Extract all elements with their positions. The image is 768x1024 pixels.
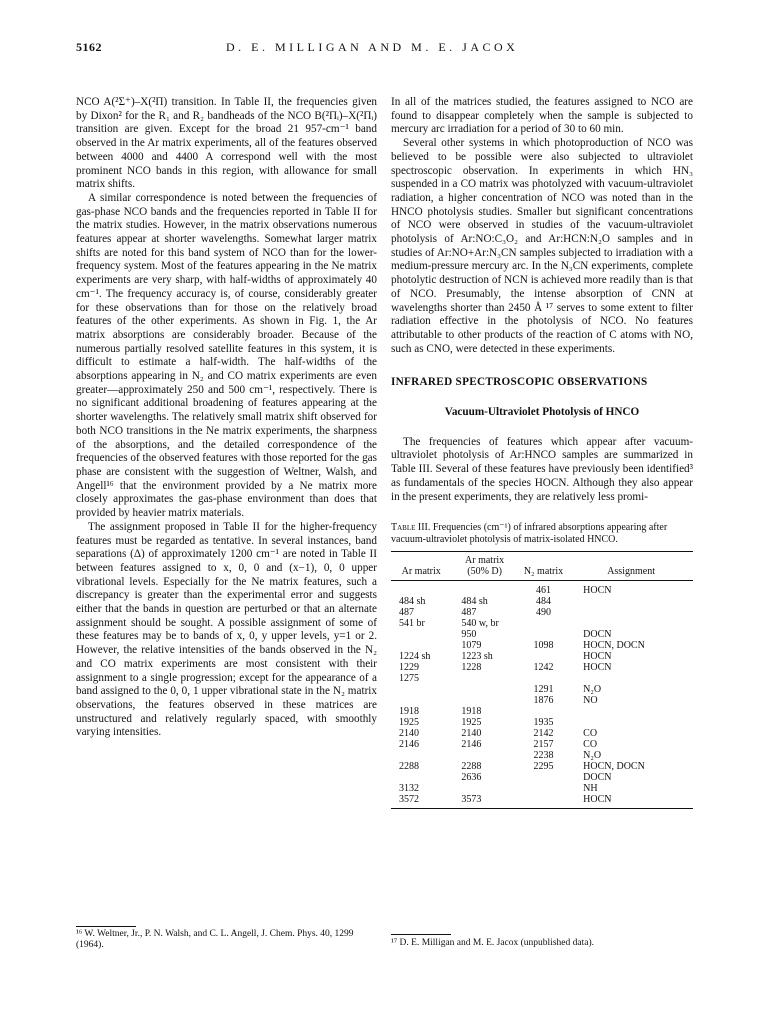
- table-cell: HOCN, DOCN: [583, 761, 645, 773]
- table-row: [391, 684, 693, 695]
- table-row: [391, 640, 693, 651]
- body-paragraph: The assignment proposed in Table II for the higher-frequency features must be regarded as tentative. In several instances, band separations (Δ) of approximately 1200 cm⁻¹ are noted in Table II between features assigned to x, 0, 0 and (x−1), 0, 0 upper vibrational levels. Especially for the Ne matrix features, such a discrepancy is greater than the experimental error and suggests either that the bands in question are perturbed or that an alternate assignment should be sought. A possible assignment of some of these features may be to bands of x, 0, y upper levels, y=1 or 2. However, the relative intensities of the bands observed in the N₂ and CO matrix experiments are most consistent with their assignment to a single progression; except for the appearance of a band assigned to the 0, 0, 1 upper vibrational state in the N₂ matrix observations, the features observed in these matrices are unstructured and relatively regularly spaced, with smoothly varying intensities.: [76, 520, 377, 739]
- table-row: [391, 629, 693, 640]
- table-cell: 1925: [461, 717, 482, 729]
- running-head: D. E. MILLIGAN AND M. E. JACOX: [226, 40, 519, 54]
- table-row: [391, 695, 693, 706]
- table-caption: [391, 522, 693, 545]
- table-row: [391, 783, 693, 794]
- table-cell: HOCN: [569, 794, 693, 809]
- table-cell: 1098: [533, 640, 554, 652]
- table-cell: 2157: [533, 739, 554, 751]
- table-cell: [569, 607, 693, 618]
- right-column: [391, 96, 693, 809]
- frequency-table: [391, 551, 693, 809]
- table-cell: [391, 750, 451, 761]
- table-row: [391, 581, 693, 597]
- column-header: Ar matrix: [391, 552, 451, 581]
- table-cell: [391, 684, 451, 695]
- table-cell: 1229: [399, 662, 419, 674]
- table-cell: 2295: [533, 761, 554, 773]
- table-cell: 2146: [461, 739, 482, 751]
- table-row: [391, 728, 693, 739]
- page-header: [76, 40, 698, 60]
- table-cell: [569, 673, 693, 684]
- table-cell: [518, 618, 569, 629]
- table-cell: [451, 673, 517, 684]
- table-row: [391, 739, 693, 750]
- table-cell: 2146: [399, 739, 419, 751]
- table-cell: HOCN: [583, 585, 612, 597]
- table-cell: N₂O: [583, 684, 602, 696]
- table-cell: 1224 sh: [399, 651, 431, 663]
- table-cell: 3132: [399, 783, 419, 795]
- table-row: [391, 750, 693, 761]
- table-cell: CO: [583, 739, 598, 751]
- section-heading: INFRARED SPECTROSCOPIC OBSERVATIONS: [391, 376, 648, 389]
- table-cell: NH: [583, 783, 598, 795]
- table-cell: N₂O: [583, 750, 602, 762]
- table-cell: 484 sh: [399, 596, 426, 608]
- table-cell: [569, 706, 693, 717]
- table-cell: [518, 673, 569, 684]
- table-cell: 1918: [399, 706, 419, 718]
- table-cell: 461: [535, 585, 551, 597]
- table-cell: [391, 640, 451, 651]
- page-number: 5162: [76, 40, 102, 54]
- table-cell: 1228: [461, 662, 482, 674]
- table-cell: 1291: [533, 684, 554, 696]
- footnote: ¹⁶ W. Weltner, Jr., P. N. Walsh, and C. L. Angell, J. Chem. Phys. 40, 1299 (1964).: [76, 929, 354, 950]
- table-cell: 2142: [533, 728, 554, 740]
- table-header-row: [391, 552, 693, 581]
- table-cell: 2288: [399, 761, 419, 773]
- table-cell: 3572: [391, 794, 451, 809]
- table-cell: [391, 581, 451, 597]
- left-column: [76, 96, 377, 740]
- table-cell: 1876: [533, 695, 554, 707]
- table-cell: 487: [399, 607, 414, 619]
- table-cell: [391, 695, 451, 706]
- table-cell: 487: [461, 607, 477, 619]
- table-cell: [451, 684, 517, 695]
- table-cell: 1079: [461, 640, 482, 652]
- table-row: [391, 794, 693, 809]
- table-cell: [569, 618, 693, 629]
- table-cell: 1935: [533, 717, 554, 729]
- table-cell: 2140: [461, 728, 482, 740]
- table-row: [391, 651, 693, 662]
- table-cell: 1918: [461, 706, 482, 718]
- table-cell: 1223 sh: [461, 651, 493, 663]
- footnote-rule: [391, 934, 451, 935]
- body-paragraph: NCO A(²Σ⁺)–X(²Π) transition. In Table II, the frequencies given by Dixon² for the R₁ and R₂ bandheads of the NCO B(²Πᵢ)–X(²Πᵢ) transition are given. Except for the broad 21 957-cm⁻¹ band observed in the Ar matrix experiments, all of the features observed between 4000 and 4400 A correspond well with the most prominent NCO bands in this region, with allowance for small matrix shifts.: [76, 96, 377, 191]
- table-cell: HOCN: [583, 662, 612, 674]
- table-cell: [518, 629, 569, 640]
- table-cell: NO: [583, 695, 598, 707]
- table-cell: 484 sh: [461, 596, 488, 608]
- column-header: N₂ matrix: [518, 552, 569, 581]
- table-cell: 540 w, br: [461, 618, 499, 630]
- table-cell: CO: [583, 728, 598, 740]
- body-paragraph: Several other systems in which photoproduction of NCO was believed to be possible were also subjected to ultraviolet spectroscopic observation. In experiments in which HN₃ suspended in a CO matrix was photolyzed with vacuum-ultraviolet radiation, a higher concentration of NCO was noted than in the HNCO photolysis studies. Smaller but significant concentrations of NCO were observed in studies of the vacuum-ultraviolet photolysis of Ar:NO:C₃O₂ and Ar:HCN:N₂O samples and in studies of Ar:NO+Ar:N₃CN samples subjected to irradiation with a medium-pressure mercury arc. In the N₃CN experiments, complete photolytic destruction of NCN is achieved more readily than is that of NCO. Presumably, the intense absorption of CNN at wavelengths shorter than 2450 Å ¹⁷ serves to some extent to filter radiation effective in the photolysis of NCO. No features attributable to other products of the reaction of C atoms with NO, such as CNO, were detected in these experiments.: [391, 137, 693, 355]
- table-cell: 2238: [533, 750, 554, 762]
- table-cell: HOCN, DOCN: [583, 640, 645, 652]
- table-cell: 1275: [399, 673, 419, 685]
- table-cell: HOCN: [583, 651, 612, 663]
- footnote: ¹⁷ D. E. Milligan and M. E. Jacox (unpublished data).: [391, 938, 594, 948]
- table-cell: [518, 651, 569, 662]
- table-cell: [451, 581, 517, 597]
- table-body: [391, 581, 693, 809]
- table-cell: [391, 772, 451, 783]
- table-caption-text: Frequencies (cm⁻¹) of infrared absorptions appearing after vacuum-ultraviolet photolysis of matrix-isolated HNCO.: [391, 522, 668, 545]
- table-cell: 950: [461, 629, 477, 641]
- column-header: Ar matrix (50% D): [451, 552, 517, 581]
- table-row: [391, 596, 693, 607]
- table-cell: [518, 783, 569, 794]
- table-label: Table III.: [391, 522, 431, 534]
- subsection-heading: Vacuum-Ultraviolet Photolysis of HNCO: [444, 406, 640, 419]
- table-cell: 2288: [461, 761, 482, 773]
- table-cell: [518, 794, 569, 809]
- body-paragraph: In all of the matrices studied, the features assigned to NCO are found to disappear completely when the sample is subjected to mercury arc irradiation for a period of 30 to 60 min.: [391, 96, 693, 136]
- table-row: [391, 618, 693, 629]
- table-cell: [451, 750, 517, 761]
- table-cell: DOCN: [583, 629, 612, 641]
- table-cell: [569, 596, 693, 607]
- table-cell: [518, 706, 569, 717]
- table-cell: 1925: [399, 717, 419, 729]
- table-cell: [451, 783, 517, 794]
- table-cell: [451, 695, 517, 706]
- table-row: [391, 662, 693, 673]
- table-cell: 2140: [399, 728, 419, 740]
- column-header: Assignment: [569, 552, 693, 581]
- table-cell: 1242: [533, 662, 554, 674]
- table-row: [391, 717, 693, 728]
- footnote-rule: [76, 926, 136, 927]
- body-paragraph: A similar correspondence is noted between the frequencies of gas-phase NCO bands and the frequencies reported in Table II for the matrix studies. However, in the matrix observations numerous features appear at shorter wavelengths. Somewhat larger matrix shifts are noted for this band system of NCO than for the lower-frequency system. Most of the features appearing in the Ne matrix experiments are very sharp, with half-widths of approximately 40 cm⁻¹. The frequency accuracy is, of course, considerably greater for these observations than for those on the relatively broad features of the other experiments. As shown in Fig. 1, the Ar matrix absorptions are considerably broader. Because of the numerous partially resolved satellite features in this system, it is difficult to estimate a half-width. The half-widths of the absorptions appearing in N₂ and CO matrix experiments are even greater—approximately 250 and 500 cm⁻¹, respectively. There is no significant additional broadening of features appearing at the shorter wavelengths. The relatively small matrix shift observed for both NCO transitions in the Ne matrix experiments, the sharpness of the absorptions, and the detailed correspondence of the frequencies of the observed features with those reported for the gas phase are consistent with the suggestion of Weltner, Walsh, and Angell¹⁶ that the environment provided by a Ne matrix more closely approximates the gas-phase environment than does that provided by heavier matrix materials.: [76, 191, 377, 520]
- table-cell: [569, 717, 693, 728]
- table-cell: 541 br: [399, 618, 425, 630]
- table-cell: 2636: [461, 772, 482, 784]
- table-row: [391, 706, 693, 717]
- table-row: [391, 673, 693, 684]
- table-cell: 484: [535, 596, 551, 608]
- table-cell: [518, 772, 569, 783]
- table-row: [391, 761, 693, 772]
- table-cell: DOCN: [583, 772, 612, 784]
- table-row: [391, 607, 693, 618]
- table-cell: 3573: [451, 794, 517, 809]
- table-cell: 490: [535, 607, 551, 619]
- table-cell: [391, 629, 451, 640]
- table-row: [391, 772, 693, 783]
- body-paragraph: The frequencies of features which appear after vacuum-ultraviolet photolysis of Ar:HNCO samples are summarized in Table III. Several of these features have previously been identified³ as fundamentals of the species HOCN. Although they also appear in the present experiments, they are relatively less promi-: [391, 435, 693, 503]
